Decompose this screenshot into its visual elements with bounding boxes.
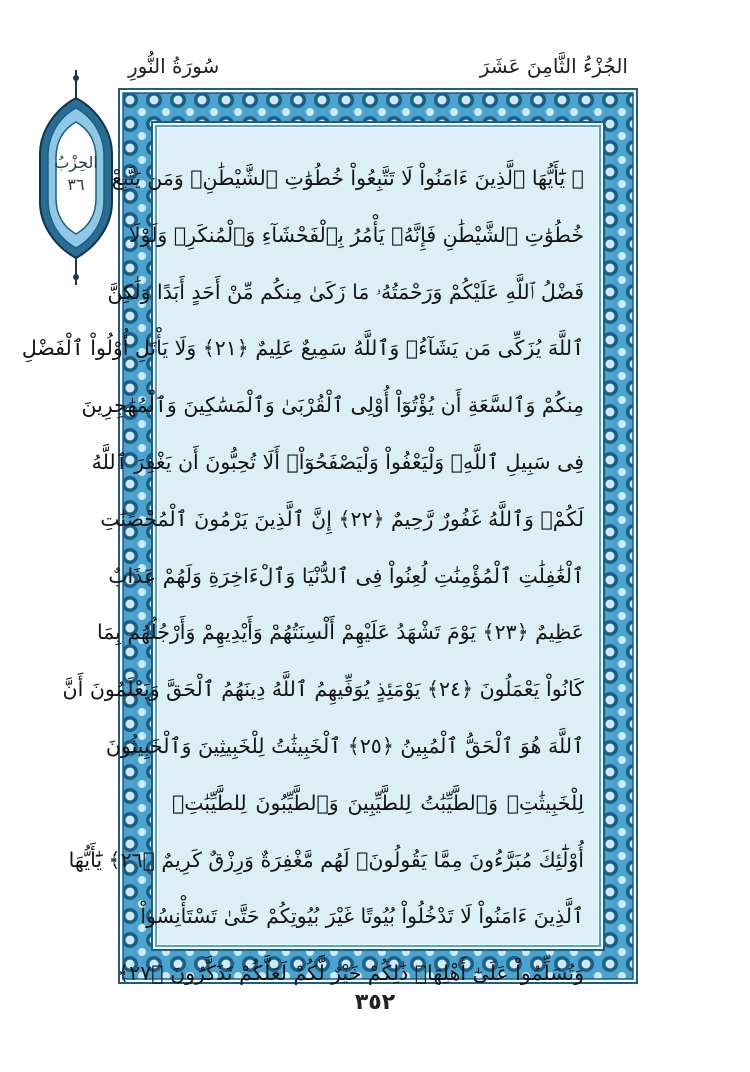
page-header bbox=[128, 50, 628, 86]
verse-line: لَكُمْۗ وَٱللَّهُ غَفُورٌ رَّحِيمٌ ﴿٢٢﴾ إِنَّ ٱلَّذِينَ يَرْمُونَ ٱلْمُحْصَنَٰتِ bbox=[100, 506, 584, 531]
verse-line: ٱللَّهَ هُوَ ٱلْحَقُّ ٱلْمُبِينُ ﴿٢٥﴾ ٱلْخَبِيثَٰتُ لِلْخَبِيثِينَ وَٱلْخَبِيثُونَ bbox=[105, 733, 584, 758]
verse-line: خُطُوَٰتِ ٱلشَّيْطَٰنِ فَإِنَّهُۥ يَأْمُرُ بِٱلْفَحْشَآءِ وَٱلْمُنكَرِۚ وَلَوْلَا bbox=[128, 222, 584, 247]
verse-line: فِى سَبِيلِ ٱللَّهِۖ وَلْيَعْفُواْ وَلْيَصْفَحُوٓاْۗ أَلَا تُحِبُّونَ أَن يَغْفِرَ ٱللَّهُ bbox=[91, 449, 584, 474]
verse-line: وَتُسَلِّمُواْ عَلَىٰٓ أَهْلِهَاۚ ذَٰلِكُمْ خَيْرٌ لَّكُمْ لَعَلَّكُمْ تَذَكَّرُونَ ﴿٢٧﴾ bbox=[117, 961, 584, 986]
page-number: ٣٥٢ bbox=[354, 990, 396, 1015]
verse-line: ۞ يَٰٓأَيُّهَا ٱلَّذِينَ ءَامَنُواْ لَا تَتَّبِعُواْ خُطُوَٰتِ ٱلشَّيْطَٰنِۚ وَمَن يَتَّبِعْ bbox=[111, 166, 584, 190]
verse-line: ٱلْغَٰفِلَٰتِ ٱلْمُؤْمِنَٰتِ لُعِنُواْ فِى ٱلدُّنْيَا وَٱلْءَاخِرَةِ وَلَهُمْ عَذَابٌ bbox=[108, 563, 584, 588]
verse-line: فَضْلُ ٱللَّهِ عَلَيْكُمْ وَرَحْمَتُهُۥ مَا زَكَىٰ مِنكُم مِّنْ أَحَدٍ أَبَدًا وَلَٰكِنَّ bbox=[107, 279, 584, 304]
verse-line: ٱلَّذِينَ ءَامَنُواْ لَا تَدْخُلُواْ بُيُوتًا غَيْرَ بُيُوتِكُمْ حَتَّىٰ تَسْتَأْنِسُواْ bbox=[140, 904, 584, 929]
verse-line: لِلْخَبِيثَٰتِۖ وَٱلطَّيِّبَٰتُ لِلطَّيِّبِينَ وَٱلطَّيِّبُونَ لِلطَّيِّبَٰتِۚ bbox=[172, 790, 584, 815]
verse-line: كَانُواْ يَعْمَلُونَ ﴿٢٤﴾ يَوْمَئِذٍ يُوَفِّيهِمُ ٱللَّهُ دِينَهُمُ ٱلْحَقَّ وَيَعْلَمُونَ أَنَّ bbox=[62, 677, 584, 702]
verse-line: أُوْلَٰٓئِكَ مُبَرَّءُونَ مِمَّا يَقُولُونَۖ لَهُم مَّغْفِرَةٌ وَرِزْقٌ كَرِيمٌ ﴿٢٦﴾ يَٰٓأَيُّهَا bbox=[68, 847, 584, 872]
hizb-number: ٣٦ bbox=[67, 175, 85, 194]
hizb-label: الحِزْبُ bbox=[54, 153, 98, 172]
surah-label: سُورَةُ النُّورِ bbox=[128, 54, 220, 78]
verse-line: ٱللَّهَ يُزَكِّى مَن يَشَآءُۗ وَٱللَّهُ سَمِيعٌ عَلِيمٌ ﴿٢١﴾ وَلَا يَأْتَلِ أُوْلُواْ ٱلْفَضْلِ bbox=[21, 336, 584, 361]
juz-label: الجُزْءُ الثَّامِنَ عَشَرَ bbox=[479, 54, 628, 78]
hizb-marker bbox=[36, 70, 116, 285]
verse-line: عَظِيمٌ ﴿٢٣﴾ يَوْمَ تَشْهَدُ عَلَيْهِمْ أَلْسِنَتُهُمْ وَأَيْدِيهِمْ وَأَرْجُلُهُم بِمَا bbox=[97, 620, 584, 645]
verse-line: مِنكُمْ وَٱلسَّعَةِ أَن يُؤْتُوٓاْ أُوْلِى ٱلْقُرْبَىٰ وَٱلْمَسَٰكِينَ وَٱلْمُهَٰجِرِينَ bbox=[81, 393, 584, 418]
